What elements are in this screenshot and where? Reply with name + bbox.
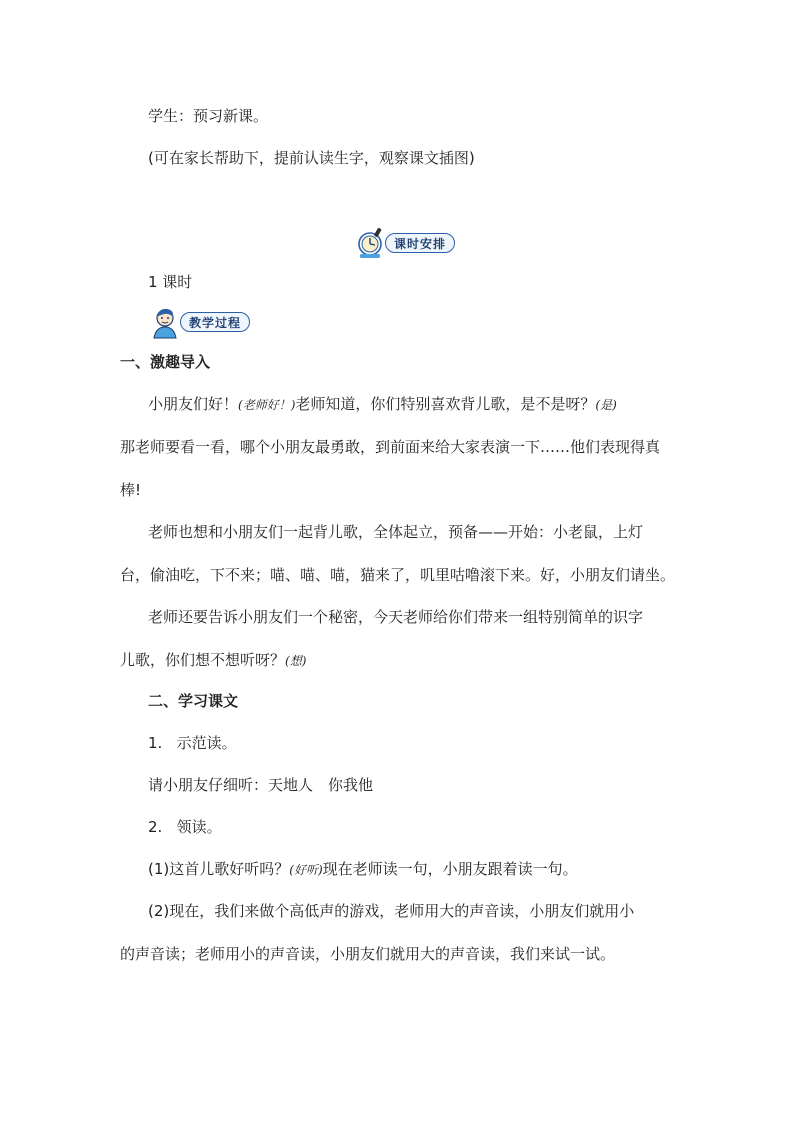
paragraph-2-line-2: 台，偷油吃，下不来；喵、喵、喵，猫来了，叽里咕噜滚下来。好，小朋友们请坐。 [120, 566, 676, 584]
text-span: 这首儿歌好听吗？ [169, 860, 290, 878]
schedule-content: 1 课时 [148, 273, 193, 291]
intro-line-2: (可在家长帮助下，提前认读生字，观察课文插图) [148, 149, 475, 167]
item-number: 2. [148, 818, 163, 836]
paragraph-3-line-2 [120, 650, 306, 671]
item-1-title [148, 733, 237, 753]
text-span: 小朋友们好！ [148, 395, 239, 413]
clock-mascot-icon [355, 226, 389, 260]
intro-line-1: 学生：预习新课。 [148, 107, 269, 125]
text-span: 老师知道，你们特别喜欢背儿歌，是不是呀？ [295, 395, 596, 413]
schedule-badge-label: 课时安排 [385, 233, 455, 253]
subitem-1 [148, 859, 578, 880]
subitem-2-line-2: 的声音读；老师用小的声音读，小朋友们就用大的声音读，我们来试一试。 [120, 945, 616, 963]
text-span: 现在，我们来做个高低声的游戏，老师用大的声音读，小朋友们就用小 [169, 902, 635, 920]
item-number: 1. [148, 734, 163, 752]
item-label: 领读。 [176, 818, 222, 836]
item-label: 示范读。 [176, 734, 237, 752]
response-note: (老师好！) [238, 398, 296, 412]
response-note: (好听) [289, 863, 323, 877]
subitem-2-line-1 [148, 901, 634, 921]
teacher-mascot-icon [150, 305, 184, 339]
process-badge [150, 305, 250, 339]
process-badge-label: 教学过程 [180, 312, 250, 332]
item-1-content: 请小朋友仔细听：天地人 你我他 [148, 776, 374, 794]
section-heading-intro: 一、激趣导入 [120, 353, 211, 371]
paragraph-3-line-1: 老师还要告诉小朋友们一个秘密，今天老师给你们带来一组特别简单的识字 [148, 608, 644, 626]
subitem-number: (1) [148, 860, 170, 878]
text-span: 现在老师读一句，小朋友跟着读一句。 [322, 860, 578, 878]
paragraph-1-line-1 [148, 394, 617, 415]
item-2-title [148, 817, 222, 837]
paragraph-1-line-3: 棒! [120, 481, 142, 499]
subitem-number: (2) [148, 902, 170, 920]
paragraph-2-line-1: 老师也想和小朋友们一起背儿歌，全体起立，预备——开始：小老鼠，上灯 [148, 523, 644, 541]
schedule-badge [355, 226, 455, 260]
section-heading-study: 二、学习课文 [148, 692, 239, 710]
response-note: (想) [285, 654, 307, 668]
text-span: 儿歌，你们想不想听呀？ [120, 651, 286, 669]
response-note: (是) [595, 398, 617, 412]
paragraph-1-line-2: 那老师要看一看，哪个小朋友最勇敢，到前面来给大家表演一下……他们表现得真 [120, 438, 661, 456]
